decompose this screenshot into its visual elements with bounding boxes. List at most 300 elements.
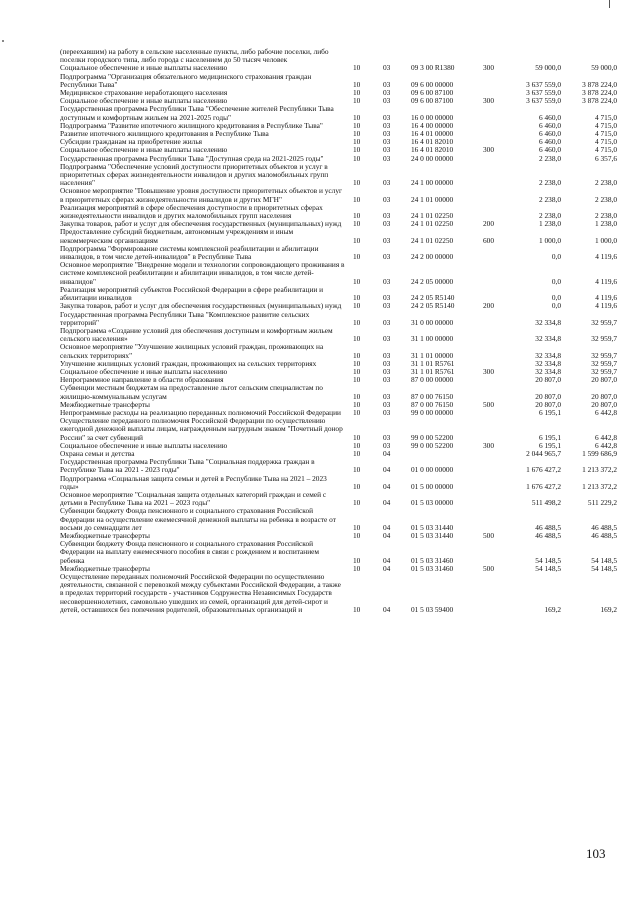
subsection-code: 03: [383, 178, 391, 188]
row-name: Субсидии гражданам на приобретение жилья: [60, 138, 203, 147]
table-row: [60, 146, 617, 154]
subsection-code: 03: [383, 79, 391, 89]
section-code: 10: [353, 376, 361, 385]
expense-type-code: [483, 286, 513, 302]
table-row: [60, 220, 617, 228]
section-code: 10: [353, 441, 361, 450]
amount-year-1: [513, 48, 561, 64]
row-name: Межбюджетные трансферты: [60, 400, 150, 409]
expense-type-code: 300: [483, 146, 495, 155]
table-row: [60, 97, 617, 105]
amount-year-2: 20 807,0: [591, 400, 617, 409]
subsection-code: 03: [383, 89, 391, 98]
table-row: [60, 48, 617, 64]
target-article-code: 24 1 01 02250: [411, 211, 454, 221]
subsection-code: 03: [383, 194, 391, 204]
amount-year-2: [561, 48, 617, 64]
amount-year-2: 32 959,7: [591, 350, 617, 360]
row-name: Основное мероприятие "Повышение уровня доступности приоритетных объектов и услуг в приоритетных сферах жизнедеятельности инвалидов и других МГН": [60, 187, 343, 204]
expense-type-code: [483, 360, 513, 368]
subsection-code: 04: [383, 481, 391, 491]
expense-type-code: [483, 261, 513, 286]
target-article-code: 09 6 00 87100: [411, 89, 454, 98]
amount-year-2: 6 442,8: [594, 441, 617, 450]
table-row: [60, 73, 617, 89]
expense-type-code: [483, 48, 513, 64]
target-article-code: [409, 48, 483, 64]
section-code: 10: [353, 235, 361, 245]
table-row: [60, 187, 617, 203]
expense-type-code: [483, 163, 513, 188]
target-article-code: 01 5 03 31460: [411, 555, 454, 565]
expense-type-code: [483, 73, 513, 89]
subsection-code: 03: [383, 400, 391, 409]
row-name: Осуществление переданных полномочий Российской Федерации по осуществлению деятельности, связанной с перевозкой между субъектами Российской Федерации, а также в пределах территорий государств - участников Содружества Независимых Государств несовершеннолетних, самовольно ушедших из семей, организаций для детей-сирот и детей, оставшихся без попечения родителей, образовательных организаций и: [60, 573, 341, 614]
section-code: 10: [353, 531, 361, 540]
amount-year-1: 0,0: [551, 276, 561, 286]
target-article-code: 24 2 05 R5140: [411, 302, 455, 311]
target-article-code: 24 1 00 00000: [411, 178, 454, 188]
table-row: [60, 384, 617, 400]
target-article-code: [409, 450, 483, 458]
amount-year-1: 20 807,0: [535, 400, 561, 409]
amount-year-2: 54 148,5: [591, 555, 617, 565]
table-row: [60, 368, 617, 376]
section-code: 10: [353, 130, 361, 139]
scan-edge-mark: [609, 0, 610, 8]
subsection-code: 03: [383, 276, 391, 286]
amount-year-2: 4 715,0: [594, 121, 617, 130]
section-code: 10: [353, 97, 361, 106]
expense-type-code: 300: [483, 367, 495, 376]
expense-type-code: 600: [483, 235, 495, 245]
amount-year-1: 6 460,0: [538, 130, 561, 139]
page-number: 103: [586, 846, 606, 861]
amount-year-1: 0,0: [551, 302, 561, 311]
row-name: Межбюджетные трансферты: [60, 564, 150, 573]
row-name: Субвенции местным бюджетам на предоставление льгот сельским специалистам по жилищно-коммунальным услугам: [60, 384, 323, 401]
section-code: 10: [353, 432, 361, 442]
amount-year-1: 6 195,1: [538, 408, 561, 417]
expense-type-code: [483, 507, 513, 532]
amount-year-1: 1 238,0: [538, 220, 561, 229]
row-name: Социальное обеспечение и иные выплаты населению: [60, 97, 228, 106]
expense-type-code: [483, 245, 513, 261]
row-name: Социальное обеспечение и иные выплаты населению: [60, 64, 228, 73]
section-code: 10: [353, 154, 361, 163]
amount-year-2: 32 959,7: [591, 334, 617, 344]
row-name: Предоставление субсидий бюджетным, автономным учреждениям и иным некоммерческим организациям: [60, 228, 294, 245]
target-article-code: 01 5 03 31460: [411, 564, 454, 573]
amount-year-2: 1 599 686,9: [582, 449, 617, 458]
amount-year-2: 2 238,0: [594, 178, 617, 188]
target-article-code: 16 4 01 00000: [411, 130, 454, 139]
row-name: Государственная программа Республики Тыва "Обеспечение жителей Республики Тыва доступным и комфортным жильем на 2021-2025 годы": [60, 105, 334, 122]
expense-type-code: [483, 138, 513, 146]
target-article-code: 24 2 05 00000: [411, 276, 454, 286]
subsection-code: 04: [383, 564, 391, 573]
table-row: [60, 228, 617, 244]
amount-year-2: 4 119,6: [595, 293, 617, 303]
table-row: [60, 138, 617, 146]
amount-year-2: 2 238,0: [594, 194, 617, 204]
table-row: [60, 540, 617, 565]
table-row: [60, 565, 617, 573]
table-row: [60, 401, 617, 409]
amount-year-1: 6 460,0: [538, 112, 561, 122]
amount-year-2: 2 238,0: [594, 211, 617, 221]
target-article-code: 24 2 05 R5140: [411, 293, 455, 303]
target-article-code: 01 5 03 31440: [411, 522, 454, 532]
row-name: Осуществление переданного полномочия Российской Федерации по осуществлению ежегодной денежной выплаты лицам, награжденным нагрудным знаком "Почетный донор России" за счет субвенций: [60, 417, 343, 442]
target-article-code: 99 0 00 00000: [411, 408, 454, 417]
amount-year-1: 1 676 427,2: [526, 465, 561, 475]
row-name: Реализация мероприятий в сфере обеспечения доступности в приоритетных сферах жизнедеятельности инвалидов и других маломобильных групп населения: [60, 203, 323, 221]
target-article-code: 31 1 01 00000: [411, 350, 454, 360]
row-name: Закупка товаров, работ и услуг для обеспечения государственных (муниципальных) нужд: [60, 220, 342, 229]
expense-type-code: 300: [483, 97, 495, 106]
amount-year-2: 54 148,5: [591, 564, 617, 573]
amount-year-2: 511 229,2: [587, 498, 617, 508]
target-article-code: 16 4 01 82010: [411, 138, 454, 147]
amount-year-2: 4 715,0: [594, 138, 617, 147]
target-article-code: 24 1 01 02250: [411, 220, 454, 229]
row-name: Субвенции бюджету Фонда пенсионного и социального страхования Российской Федерации на осуществление ежемесячной денежной выплаты на ребенка в возрасте от восьми до семнадцати лет: [60, 507, 336, 532]
amount-year-2: 1 213 372,2: [582, 481, 617, 491]
subsection-code: [379, 48, 409, 64]
amount-year-1: 3 637 559,0: [526, 79, 561, 89]
table-row: [60, 343, 617, 359]
amount-year-2: 3 878 224,0: [582, 89, 617, 98]
amount-year-1: 20 807,0: [535, 376, 561, 385]
section-code: 10: [353, 317, 361, 327]
row-name: Государственная программа Республики Тыва "Социальная поддержка граждан в Республике Тыва на 2021 - 2023 годы": [60, 458, 315, 475]
subsection-code: 03: [383, 367, 391, 376]
subsection-code: 03: [383, 350, 391, 360]
table-row: [60, 573, 617, 614]
section-code: 10: [353, 220, 361, 229]
amount-year-1: 20 807,0: [535, 391, 561, 401]
section-code: 10: [353, 481, 361, 491]
table-row: [60, 458, 617, 474]
target-article-code: 99 0 00 52200: [411, 432, 454, 442]
amount-year-2: 6 442,8: [594, 432, 617, 442]
section-code: 10: [353, 178, 361, 188]
target-article-code: 24 1 01 00000: [411, 194, 454, 204]
table-row: [60, 409, 617, 417]
row-name: Государственная программа Республики Тыва "Доступная среда на 2021-2025 годы": [60, 154, 324, 163]
section-code: 10: [353, 302, 361, 311]
subsection-code: 04: [383, 555, 391, 565]
target-article-code: 09 6 00 00000: [411, 79, 454, 89]
target-article-code: 24 0 00 00000: [411, 154, 454, 163]
budget-table: [60, 48, 617, 614]
amount-year-2: 4 715,0: [594, 112, 617, 122]
section-code: 10: [353, 564, 361, 573]
expense-type-code: [483, 204, 513, 220]
subsection-code: 03: [383, 138, 391, 147]
section-code: 10: [353, 350, 361, 360]
section-code: 10: [353, 112, 361, 122]
row-name: Подпрограмма "Развитие ипотечного жилищного кредитования в Республике Тыва": [60, 121, 323, 130]
expense-type-code: [483, 122, 513, 130]
subsection-code: 03: [383, 64, 391, 73]
table-row: [60, 475, 617, 491]
target-article-code: 01 5 03 31440: [411, 531, 454, 540]
subsection-code: 03: [383, 130, 391, 139]
row-name: Социальное обеспечение и иные выплаты населению: [60, 441, 228, 450]
target-article-code: 31 0 00 00000: [411, 317, 454, 327]
amount-year-1: 32 334,8: [535, 317, 561, 327]
target-article-code: 31 1 00 00000: [411, 334, 454, 344]
target-article-code: 01 5 03 00000: [411, 498, 454, 508]
subsection-code: 03: [383, 334, 391, 344]
row-name: Подпрограмма "Формирование системы комплексной реабилитации и абилитации инвалидов, в том числе детей-инвалидов" в Республике Тыва: [60, 244, 319, 262]
table-row: [60, 155, 617, 163]
amount-year-2: 20 807,0: [591, 376, 617, 385]
row-name: Подпрограмма "Организация обязательного медицинского страхования граждан Республики Тыва": [60, 72, 312, 89]
expense-type-code: [483, 155, 513, 163]
expense-type-code: 500: [483, 531, 495, 540]
target-article-code: 99 0 00 52200: [411, 441, 454, 450]
subsection-code: 04: [383, 465, 391, 475]
subsection-code: 04: [383, 522, 391, 532]
table-row: [60, 89, 617, 97]
table-row: [60, 442, 617, 450]
expense-type-code: [483, 89, 513, 97]
expense-type-code: 200: [483, 220, 495, 229]
amount-year-2: 4 715,0: [594, 130, 617, 139]
section-code: 10: [353, 79, 361, 89]
table-row: [60, 130, 617, 138]
expense-type-code: [483, 327, 513, 343]
amount-year-1: 169,2: [544, 604, 561, 614]
section-code: 10: [353, 498, 361, 508]
amount-year-1: 6 195,1: [538, 432, 561, 442]
row-name: (переехавшим) на работу в сельские населенные пункты, либо рабочие поселки, либо поселки городского типа, либо города с населением до 50 тысяч человек: [60, 48, 329, 65]
section-code: 10: [353, 465, 361, 475]
subsection-code: 03: [383, 146, 391, 155]
expense-type-code: 200: [483, 302, 495, 311]
table-row: [60, 327, 617, 343]
amount-year-2: 4 715,0: [594, 146, 617, 155]
expense-type-code: [483, 417, 513, 442]
amount-year-1: 2 238,0: [538, 194, 561, 204]
amount-year-1: 54 148,5: [535, 564, 561, 573]
amount-year-1: 32 334,8: [535, 334, 561, 344]
section-code: 10: [353, 194, 361, 204]
table-row: [60, 376, 617, 384]
expense-type-code: [483, 105, 513, 121]
subsection-code: 04: [383, 531, 391, 540]
subsection-code: 03: [383, 252, 391, 262]
section-code: 10: [353, 138, 361, 147]
amount-year-2: 1 213 372,2: [582, 465, 617, 475]
target-article-code: 31 1 01 R5761: [411, 367, 455, 376]
expense-type-code: [483, 540, 513, 565]
amount-year-2: 4 119,6: [595, 252, 617, 262]
amount-year-1: 0,0: [551, 252, 561, 262]
target-article-code: 01 0 00 00000: [411, 465, 454, 475]
section-code: 10: [353, 121, 361, 130]
row-name: Подпрограмма "Обеспечение условий доступности приоритетных объектов и услуг в приоритетных сферах жизнедеятельности инвалидов и других маломобильных групп населения": [60, 162, 329, 188]
subsection-code: 03: [383, 432, 391, 442]
section-code: 10: [353, 359, 361, 368]
subsection-code: 03: [383, 293, 391, 303]
row-name: Медицинское страхование неработающего населения: [60, 89, 228, 98]
target-article-code: 16 4 01 82010: [411, 146, 454, 155]
subsection-code: 03: [383, 154, 391, 163]
expense-type-code: 500: [483, 400, 495, 409]
row-name: Непрограммное направление в области образования: [60, 376, 224, 385]
expense-type-code: [483, 409, 513, 417]
target-article-code: 87 0 00 76150: [411, 391, 454, 401]
row-name: Субвенции бюджету Фонда пенсионного и социального страхования Российской Федерации на выплату ежемесячного пособия в связи с рождением и воспитанием ребенка: [60, 540, 320, 565]
table-row: [60, 122, 617, 130]
target-article-code: 31 1 01 R5761: [411, 359, 455, 368]
amount-year-1: 6 460,0: [538, 121, 561, 130]
amount-year-1: 2 044 965,7: [526, 449, 561, 458]
row-name: Улучшение жилищных условий граждан, проживающих на сельских территориях: [60, 359, 317, 368]
amount-year-1: 46 488,5: [535, 522, 561, 532]
target-article-code: 24 2 00 00000: [411, 252, 454, 262]
amount-year-1: 6 460,0: [538, 146, 561, 155]
table-row: [60, 64, 617, 72]
amount-year-2: 3 878 224,0: [582, 79, 617, 89]
table-row: [60, 491, 617, 507]
amount-year-2: 59 000,0: [591, 64, 617, 73]
row-name: Государственная программа Республики Тыва "Комплексное развитие сельских территорий": [60, 310, 310, 327]
target-article-code: 16 0 00 00000: [411, 112, 454, 122]
row-name: Социальное обеспечение и иные выплаты населению: [60, 146, 228, 155]
row-name: Охрана семьи и детства: [60, 449, 135, 458]
subsection-code: 03: [383, 112, 391, 122]
subsection-code: 03: [383, 391, 391, 401]
section-code: 10: [353, 293, 361, 303]
amount-year-2: 32 959,7: [591, 359, 617, 368]
subsection-code: 03: [383, 121, 391, 130]
section-code: 10: [353, 604, 361, 614]
subsection-code: 04: [383, 604, 391, 614]
table-row: [60, 417, 617, 442]
amount-year-1: 3 637 559,0: [526, 97, 561, 106]
table-row: [60, 311, 617, 327]
row-name: Социальное обеспечение и иные выплаты населению: [60, 367, 228, 376]
expense-type-code: [483, 343, 513, 359]
amount-year-2: 32 959,7: [591, 367, 617, 376]
table-row: [60, 450, 617, 458]
subsection-code: 04: [383, 449, 391, 458]
amount-year-2: 20 807,0: [591, 391, 617, 401]
table-row: [60, 286, 617, 302]
row-name: Основное мероприятие "Улучшение жилищных условий граждан, проживающих на сельских территориях": [60, 343, 324, 360]
amount-year-1: 32 334,8: [535, 350, 561, 360]
table-row: [60, 261, 617, 286]
section-code: 10: [353, 276, 361, 286]
row-name: Подпрограмма «Создание условий для обеспечения доступным и комфортным жильем сельского населения»: [60, 326, 333, 344]
amount-year-2: 46 488,5: [591, 522, 617, 532]
amount-year-1: 0,0: [551, 293, 561, 303]
table-row: [60, 360, 617, 368]
subsection-code: 03: [383, 235, 391, 245]
amount-year-1: 2 238,0: [538, 211, 561, 221]
amount-year-1: 6 460,0: [538, 138, 561, 147]
scan-speck: [2, 40, 4, 42]
subsection-code: 03: [383, 376, 391, 385]
amount-year-2: 4 119,6: [595, 276, 617, 286]
expense-type-code: [483, 491, 513, 507]
amount-year-2: 6 357,6: [594, 154, 617, 163]
expense-type-code: [483, 384, 513, 400]
table-row: [60, 163, 617, 188]
amount-year-2: 6 442,8: [594, 408, 617, 417]
table-row: [60, 204, 617, 220]
section-code: 10: [353, 449, 361, 458]
row-name: Закупка товаров, работ и услуг для обеспечения государственных (муниципальных) нужд: [60, 302, 342, 311]
expense-type-code: [483, 573, 513, 614]
section-code: 10: [353, 391, 361, 401]
expense-type-code: 300: [483, 64, 495, 73]
amount-year-2: 1 000,0: [594, 235, 617, 245]
section-code: [349, 48, 379, 64]
table-row: [60, 532, 617, 540]
amount-year-1: 6 195,1: [538, 441, 561, 450]
amount-year-1: 32 334,8: [535, 359, 561, 368]
section-code: 10: [353, 252, 361, 262]
subsection-code: 03: [383, 211, 391, 221]
subsection-code: 03: [383, 408, 391, 417]
section-code: 10: [353, 211, 361, 221]
subsection-code: 03: [383, 220, 391, 229]
section-code: 10: [353, 334, 361, 344]
target-article-code: 01 5 00 00000: [411, 481, 454, 491]
target-article-code: 87 0 00 76150: [411, 400, 454, 409]
amount-year-1: 46 488,5: [535, 531, 561, 540]
target-article-code: 16 4 00 00000: [411, 121, 454, 130]
target-article-code: 09 3 00 R1380: [411, 64, 455, 73]
target-article-code: 01 5 03 59400: [411, 604, 454, 614]
section-code: 10: [353, 408, 361, 417]
expense-type-code: [483, 458, 513, 474]
row-name: Непрограммные расходы на реализацию переданных полномочий Российской Федерации: [60, 408, 341, 417]
row-name: Реализация мероприятий субъектов Российской Федерации в сфере реабилитации и абилитации инвалидов: [60, 285, 324, 303]
row-name: Основное мероприятие "Внедрение модели и технологии сопровождающего проживания в системе комплексной реабилитации и абилитации инвалидов, в том числе детей-инвалидов": [60, 261, 345, 286]
amount-year-1: 2 238,0: [538, 178, 561, 188]
expense-type-code: [483, 450, 513, 458]
amount-year-1: 32 334,8: [535, 367, 561, 376]
amount-year-2: 46 488,5: [591, 531, 617, 540]
subsection-code: 03: [383, 302, 391, 311]
target-article-code: 09 6 00 87100: [411, 97, 454, 106]
table-row: [60, 507, 617, 532]
amount-year-2: 169,2: [600, 604, 617, 614]
subsection-code: 03: [383, 97, 391, 106]
table-row: [60, 105, 617, 121]
subsection-code: 03: [383, 317, 391, 327]
expense-type-code: [483, 187, 513, 203]
section-code: 10: [353, 146, 361, 155]
section-code: 10: [353, 64, 361, 73]
target-article-code: 87 0 00 00000: [411, 376, 454, 385]
row-name: Развитие ипотечного жилищного кредитования в Республике Тыва: [60, 130, 269, 139]
amount-year-1: 511 498,2: [531, 498, 561, 508]
table-row: [60, 245, 617, 261]
amount-year-2: 1 238,0: [594, 220, 617, 229]
section-code: 10: [353, 522, 361, 532]
subsection-code: 04: [383, 498, 391, 508]
section-code: 10: [353, 367, 361, 376]
expense-type-code: [483, 130, 513, 138]
